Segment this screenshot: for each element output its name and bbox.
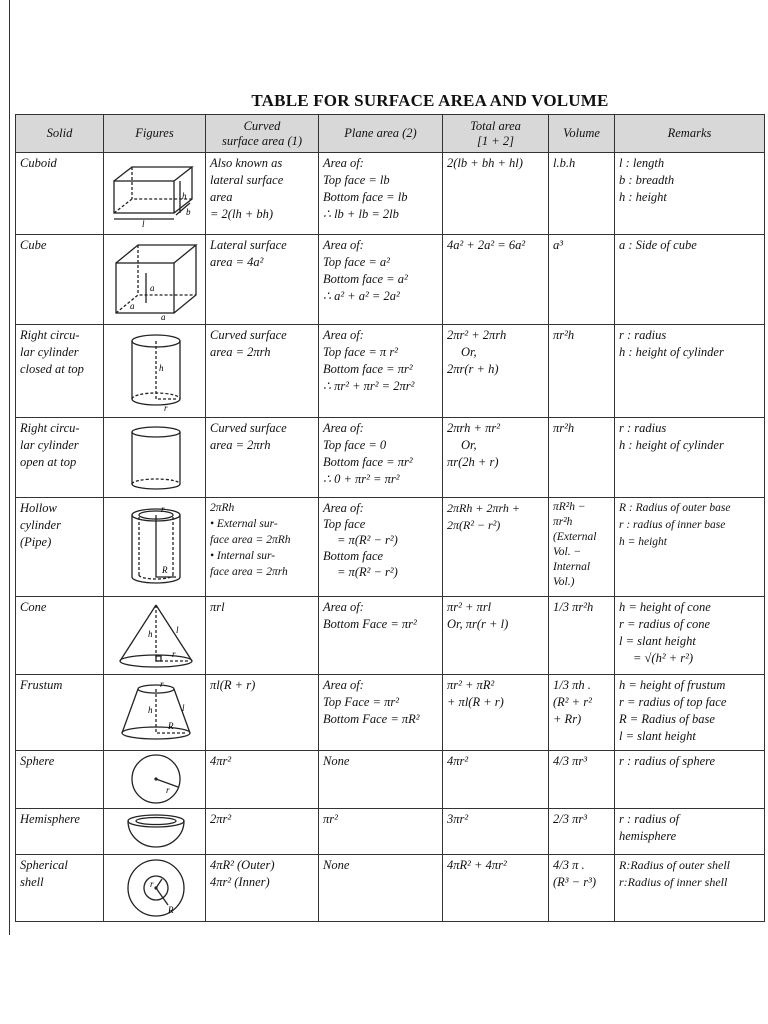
svg-text:r: r <box>171 649 176 660</box>
figure-cell <box>104 854 206 921</box>
cell-total: 3πr² <box>443 808 549 854</box>
cell-curved: 2πr² <box>206 808 319 854</box>
svg-text:l: l <box>175 625 179 636</box>
figure-cell <box>104 418 206 498</box>
cell-remarks: R : Radius of outer base r : radius of inner base h = height <box>615 498 765 596</box>
header-volume: Volume <box>549 115 615 153</box>
sphere-figure <box>106 751 204 807</box>
cell-volume: l.b.h <box>549 153 615 235</box>
cell-plane: πr² <box>319 808 443 854</box>
formula-table <box>15 114 765 922</box>
cell-plane: Area of: Top face = 0 Bottom face = πr² ∴ 0 + πr² = πr² <box>319 418 443 498</box>
hollow-cylinder-figure <box>106 503 204 591</box>
page-title: TABLE FOR SURFACE AREA AND VOLUME <box>251 91 609 110</box>
figure-cell <box>104 153 206 235</box>
header-solid: Solid <box>16 115 104 153</box>
figure-cell <box>104 674 206 750</box>
cell-total: 4πR² + 4πr² <box>443 854 549 921</box>
svg-text:h: h <box>181 190 186 201</box>
figure-cell <box>104 596 206 674</box>
cell-curved: Also known as lateral surface area = 2(lh + bh) <box>206 153 319 235</box>
cell-curved: 2πRh • External sur- face area = 2πRh • Internal sur- face area = 2πrh <box>206 498 319 596</box>
cell-curved: πrl <box>206 596 319 674</box>
cell-volume: πR²h − πr²h (External Vol. − Internal Vol.) <box>549 498 615 596</box>
cell-solid: Sphere <box>16 750 104 808</box>
figure-cell <box>104 750 206 808</box>
cell-total: 4a² + 2a² = 6a² <box>443 235 549 325</box>
cell-volume: a³ <box>549 235 615 325</box>
svg-text:r: r <box>159 679 164 690</box>
svg-text:a: a <box>160 311 165 321</box>
cell-solid: Frustum <box>16 674 104 750</box>
cell-total: 4πr² <box>443 750 549 808</box>
cell-curved: 4πr² <box>206 750 319 808</box>
table-row-hollow-cylinder <box>16 498 765 596</box>
cell-volume: 1/3 πh . (R² + r² + Rr) <box>549 674 615 750</box>
figure-cell <box>104 498 206 596</box>
frustum-figure <box>106 679 204 745</box>
spherical-shell-figure <box>106 857 204 919</box>
svg-text:R: R <box>167 904 173 915</box>
svg-text:h: h <box>147 705 152 716</box>
svg-text:r: r <box>163 403 168 414</box>
table-row-cuboid <box>16 153 765 235</box>
table-row-cylinder-closed <box>16 325 765 418</box>
cell-solid: Cube <box>16 235 104 325</box>
cell-total: πr² + πR² + πl(R + r) <box>443 674 549 750</box>
cell-curved: πl(R + r) <box>206 674 319 750</box>
cell-total: πr² + πrl Or, πr(r + l) <box>443 596 549 674</box>
svg-text:h: h <box>147 629 152 640</box>
figure-cell <box>104 325 206 418</box>
table-row-hemisphere <box>16 808 765 854</box>
cuboid-figure <box>106 159 204 229</box>
cell-remarks: r : radius h : height of cylinder <box>615 418 765 498</box>
header-plane: Plane area (2) <box>319 115 443 153</box>
page-edge <box>0 0 10 935</box>
cone-figure <box>106 599 204 671</box>
cell-solid: Spherical shell <box>16 854 104 921</box>
header-figures: Figures <box>104 115 206 153</box>
cell-total: 2πRh + 2πrh + 2π(R² − r²) <box>443 498 549 596</box>
table-row-frustum <box>16 674 765 750</box>
table-row-sphere <box>16 750 765 808</box>
cell-plane: Area of: Top Face = πr² Bottom Face = πR² <box>319 674 443 750</box>
header-total: Total area [1 + 2] <box>443 115 549 153</box>
svg-text:r: r <box>160 504 165 514</box>
cube-figure <box>106 239 204 321</box>
svg-text:h: h <box>158 363 163 374</box>
header-row <box>16 115 765 153</box>
cell-remarks: r : radius h : height of cylinder <box>615 325 765 418</box>
svg-text:l: l <box>141 218 145 229</box>
cell-curved: Lateral surface area = 4a² <box>206 235 319 325</box>
cell-total: 2πrh + πr² Or, πr(2h + r) <box>443 418 549 498</box>
svg-text:a: a <box>129 300 134 311</box>
svg-text:a: a <box>149 282 154 293</box>
cell-solid: Hollow cylinder (Pipe) <box>16 498 104 596</box>
table-row-cube <box>16 235 765 325</box>
svg-text:b: b <box>185 206 190 217</box>
svg-text:r: r <box>165 785 170 796</box>
hemisphere-figure <box>106 811 204 851</box>
cell-plane: Area of: Bottom Face = πr² <box>319 596 443 674</box>
cell-total: 2(lb + bh + hl) <box>443 153 549 235</box>
cell-total: 2πr² + 2πrh Or, 2πr(r + h) <box>443 325 549 418</box>
cell-remarks: a : Side of cube <box>615 235 765 325</box>
cell-remarks: r : radius of sphere <box>615 750 765 808</box>
cell-volume: 2/3 πr³ <box>549 808 615 854</box>
table-row-cylinder-open <box>16 418 765 498</box>
closed-cylinder-figure <box>106 329 204 413</box>
cell-plane: Area of: Top face = lb Bottom face = lb ∴ lb + lb = 2lb <box>319 153 443 235</box>
figure-cell <box>104 808 206 854</box>
cell-plane: None <box>319 854 443 921</box>
cell-volume: πr²h <box>549 418 615 498</box>
svg-text:R: R <box>167 721 173 732</box>
cell-remarks: h = height of cone r = radius of cone l = slant height = √(h² + r²) <box>615 596 765 674</box>
cell-volume: 4/3 π . (R³ − r³) <box>549 854 615 921</box>
cell-solid: Right circu- lar cylinder open at top <box>16 418 104 498</box>
svg-text:l: l <box>181 703 185 714</box>
cell-solid: Right circu- lar cylinder closed at top <box>16 325 104 418</box>
figure-cell <box>104 235 206 325</box>
cell-curved: Curved surface area = 2πrh <box>206 325 319 418</box>
cell-remarks: R:Radius of outer shell r:Radius of inner shell <box>615 854 765 921</box>
cell-volume: 4/3 πr³ <box>549 750 615 808</box>
table-row-cone <box>16 596 765 674</box>
cell-remarks: h = height of frustum r = radius of top face R = Radius of base l = slant height <box>615 674 765 750</box>
cell-curved: 4πR² (Outer) 4πr² (Inner) <box>206 854 319 921</box>
open-cylinder-figure <box>106 422 204 494</box>
header-curved: Curved surface area (1) <box>206 115 319 153</box>
cell-plane: Area of: Top face = π r² Bottom face = πr² ∴ πr² + πr² = 2πr² <box>319 325 443 418</box>
table-row-spherical-shell <box>16 854 765 921</box>
header-remarks: Remarks <box>615 115 765 153</box>
cell-plane: Area of: Top face = a² Bottom face = a² ∴ a² + a² = 2a² <box>319 235 443 325</box>
cell-curved: Curved surface area = 2πrh <box>206 418 319 498</box>
cell-volume: πr²h <box>549 325 615 418</box>
cell-solid: Hemisphere <box>16 808 104 854</box>
svg-text:r: r <box>149 878 154 889</box>
cell-plane: None <box>319 750 443 808</box>
svg-text:R: R <box>161 565 167 575</box>
cell-solid: Cuboid <box>16 153 104 235</box>
cell-plane: Area of: Top face = π(R² − r²) Bottom face = π(R² − r²) <box>319 498 443 596</box>
cell-volume: 1/3 πr²h <box>549 596 615 674</box>
cell-solid: Cone <box>16 596 104 674</box>
cell-remarks: r : radius of hemisphere <box>615 808 765 854</box>
cell-remarks: l : length b : breadth h : height <box>615 153 765 235</box>
